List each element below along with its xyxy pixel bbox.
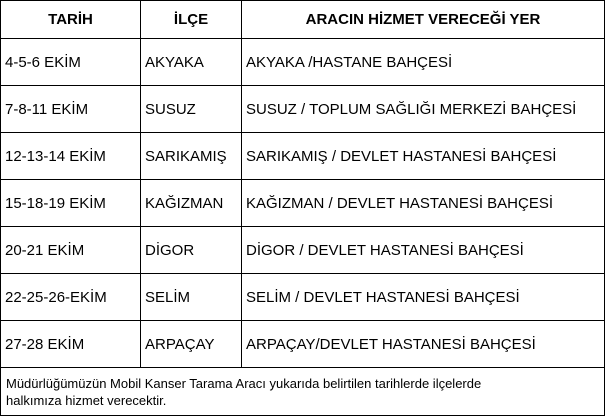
cell-date: 22-25-26-EKİM	[1, 274, 141, 321]
header-date: TARİH	[1, 1, 141, 39]
cell-date: 15-18-19 EKİM	[1, 180, 141, 227]
note-row	[1, 368, 605, 416]
cell-location: AKYAKA /HASTANE BAHÇESİ	[242, 39, 605, 86]
cell-date: 12-13-14 EKİM	[1, 133, 141, 180]
table-header-row	[1, 1, 605, 39]
cell-district: DİGOR	[141, 227, 242, 274]
header-district: İLÇE	[141, 1, 242, 39]
cell-district: AKYAKA	[141, 39, 242, 86]
table-row	[1, 133, 605, 180]
note-line-2: halkımıza hizmet verecektir.	[6, 392, 167, 408]
cell-location: KAĞIZMAN / DEVLET HASTANESİ BAHÇESİ	[242, 180, 605, 227]
cell-location: ARPAÇAY/DEVLET HASTANESİ BAHÇESİ	[242, 321, 605, 368]
cell-district: SELİM	[141, 274, 242, 321]
header-location: ARACIN HİZMET VERECEĞİ YER	[242, 1, 605, 39]
table-row	[1, 227, 605, 274]
cell-district: SARIKAMIŞ	[141, 133, 242, 180]
cell-district: SUSUZ	[141, 86, 242, 133]
table-row	[1, 274, 605, 321]
table-row	[1, 39, 605, 86]
cell-date: 27-28 EKİM	[1, 321, 141, 368]
announcement-note	[1, 368, 605, 416]
table-row	[1, 86, 605, 133]
table-row	[1, 180, 605, 227]
cell-location: SARIKAMIŞ / DEVLET HASTANESİ BAHÇESİ	[242, 133, 605, 180]
cell-district: KAĞIZMAN	[141, 180, 242, 227]
cell-location: SELİM / DEVLET HASTANESİ BAHÇESİ	[242, 274, 605, 321]
table-row	[1, 321, 605, 368]
cell-date: 20-21 EKİM	[1, 227, 141, 274]
cell-date: 4-5-6 EKİM	[1, 39, 141, 86]
cell-district: ARPAÇAY	[141, 321, 242, 368]
cell-location: SUSUZ / TOPLUM SAĞLIĞI MERKEZİ BAHÇESİ	[242, 86, 605, 133]
cell-location: DİGOR / DEVLET HASTANESİ BAHÇESİ	[242, 227, 605, 274]
cell-date: 7-8-11 EKİM	[1, 86, 141, 133]
note-line-1: Müdürlüğümüzün Mobil Kanser Tarama Aracı yukarıda belirtilen tarihlerde ilçelerde	[6, 375, 482, 391]
